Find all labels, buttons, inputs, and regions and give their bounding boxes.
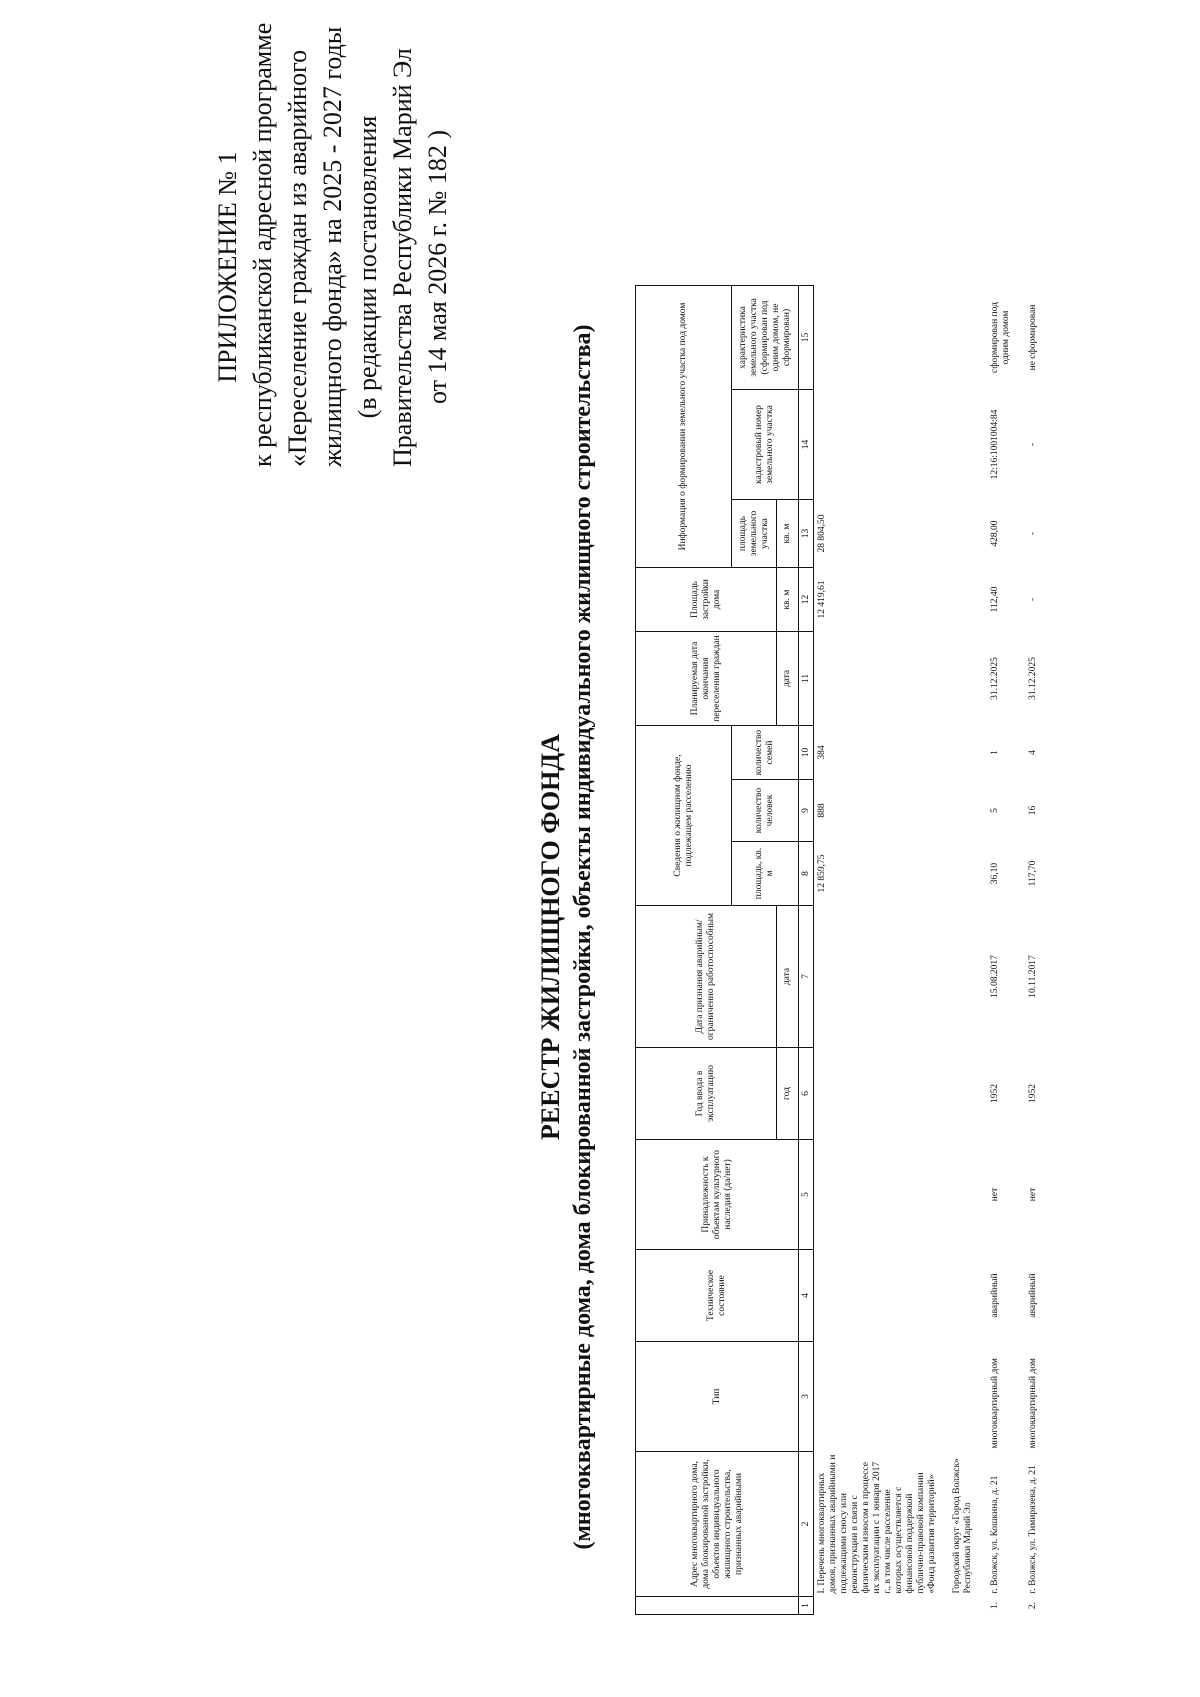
header-cadastral: кадастровый номер земельного участка: [732, 390, 799, 500]
header-planned-date: Планируемая дата окончания переселения граждан: [636, 632, 777, 726]
header-families: количество семей: [732, 726, 799, 780]
column-number: 5: [799, 1140, 814, 1250]
header-people: количество человек: [732, 780, 799, 842]
district-heading: Городской округ «Город Волжск» Республики Марий Эл: [952, 1458, 973, 1594]
header-type: Тип: [636, 1342, 799, 1452]
column-number: 3: [799, 1342, 814, 1452]
row-type: многоквартирный дом: [990, 1358, 1000, 1449]
appendix-line: «Переселение граждан из аварийного: [283, 49, 312, 467]
unit-land-area: кв. м: [777, 500, 799, 568]
row-recognition-date: 15.08.2017: [990, 955, 1000, 998]
unit-planned-date: дата: [777, 632, 799, 726]
row-cadastral: 12:16:1001004:84: [990, 409, 1000, 480]
row-number: 1.: [990, 1601, 1000, 1610]
column-number: 1: [799, 1597, 814, 1615]
appendix-line: к республиканской адресной программе: [248, 22, 277, 467]
table-row: [976, 286, 1014, 1615]
appendix-block: [210, 22, 455, 467]
row-number: 2.: [1028, 1601, 1038, 1610]
section-heading: I. Перечень многоквартирных домов, признанных аварийными и подлежащими сносу или реконструкции в связи с физическим износом в процессе их эксплуатации с 1 января 2017 г., в том числе расселение которых осуществляется с финансовой поддержкой публично-правовой компании «Фонд развития территорий»: [817, 1454, 937, 1594]
appendix-line: (в редакции постановления: [353, 115, 382, 419]
row-year: 1952: [990, 1084, 1000, 1103]
row-planned-date: 31.12.2025: [990, 657, 1000, 700]
column-number: 15: [799, 286, 814, 390]
row-recognition-date: 10.11.2017: [1028, 955, 1038, 998]
row-heritage: нет: [1028, 1187, 1038, 1202]
row-land-area: 428,00: [990, 520, 1000, 547]
district-row: [940, 286, 976, 1615]
column-number: 14: [799, 390, 814, 500]
row-families: 1: [990, 750, 1000, 755]
header-housing-info: Сведения о жилищном фонде, подлежащем расселению: [636, 726, 732, 906]
row-people: 5: [990, 808, 1000, 813]
row-year: 1952: [1028, 1084, 1038, 1103]
column-number: 12: [799, 568, 814, 632]
header-heritage: Принадлежность к объектам культурного наследия (да/нет): [636, 1140, 799, 1250]
section-total-building-area: 12 419,61: [817, 580, 827, 619]
appendix-line: от 14 мая 2026 г. № 182 ): [423, 130, 452, 404]
column-number: 4: [799, 1250, 814, 1342]
column-number: 2: [799, 1452, 814, 1597]
row-people: 16: [1028, 805, 1038, 816]
column-number: 9: [799, 780, 814, 842]
header-tech-state: Техническое состояние: [636, 1250, 799, 1342]
section-total-people: 888: [817, 803, 827, 818]
column-number: 6: [799, 1048, 814, 1140]
row-land-char: сформирован под одним домом: [990, 302, 1011, 373]
row-area: 36,10: [990, 862, 1000, 885]
column-number: 13: [799, 500, 814, 568]
header-building-area: Площадь застройки дома: [636, 568, 777, 632]
document-title: РЕЕСТР ЖИЛИЩНОГО ФОНДА: [536, 734, 565, 1140]
registry-table: [635, 285, 1041, 1615]
row-heritage: нет: [990, 1187, 1000, 1202]
section-total-families: 384: [817, 745, 827, 760]
unit-recognition-date: дата: [777, 906, 799, 1048]
row-land-char: не сформирован: [1028, 304, 1038, 371]
row-area: 117,70: [1028, 860, 1038, 887]
row-land-area: -: [1028, 531, 1038, 536]
row-type: многоквартирный дом: [1028, 1358, 1038, 1449]
row-tech-state: аварийный: [1028, 1273, 1038, 1318]
header-blank: [636, 1597, 799, 1615]
appendix-line: жилищного фонда» на 2025 - 2027 годы: [318, 26, 347, 467]
column-number: 7: [799, 906, 814, 1048]
table-row: [1014, 286, 1041, 1615]
row-address: г. Волжск, ул. Тимирязева, д. 21: [1028, 1465, 1038, 1594]
section-row: [814, 286, 941, 1615]
header-area: площадь, кв. м: [732, 842, 799, 906]
header-address: Адрес многоквартирного дома, дома блокированной застройки, объектов индивидуального жилищного строительства, признанных аварийными: [636, 1452, 799, 1597]
row-families: 4: [1028, 750, 1038, 755]
section-total-land-area: 28 804,50: [817, 514, 827, 553]
row-cadastral: -: [1028, 442, 1038, 447]
column-number: 8: [799, 842, 814, 906]
row-planned-date: 31.12.2025: [1028, 657, 1038, 700]
row-tech-state: аварийный: [990, 1273, 1000, 1318]
row-address: г. Волжск, ул. Кошкина, д. 21: [990, 1475, 1000, 1594]
section-total-area: 12 859,75: [817, 854, 827, 893]
unit-building-area: кв. м: [777, 568, 799, 632]
unit-year: год: [777, 1048, 799, 1140]
appendix-line: Правительства Республики Марий Эл: [388, 48, 417, 467]
row-building-area: 112,40: [990, 586, 1000, 613]
header-land-info: Информация о формировании земельного участка под домом: [636, 286, 732, 568]
header-land-char: характеристика земельного участка (сформирован под одним домом, не сформирован): [732, 286, 799, 390]
header-recognition-date: Дата признания аварийным/ограниченно работоспособным: [636, 906, 777, 1048]
appendix-line: ПРИЛОЖЕНИЕ № 1: [213, 151, 242, 383]
row-building-area: -: [1028, 597, 1038, 602]
header-year: Год ввода в эксплуатацию: [636, 1048, 777, 1140]
column-number: 11: [799, 632, 814, 726]
document-subtitle: (многоквартирные дома, дома блокированной застройки, объекты индивидуального жилищного строительства): [570, 324, 596, 1550]
header-land-area: площадь земельного участка: [732, 500, 777, 568]
column-number: 10: [799, 726, 814, 780]
